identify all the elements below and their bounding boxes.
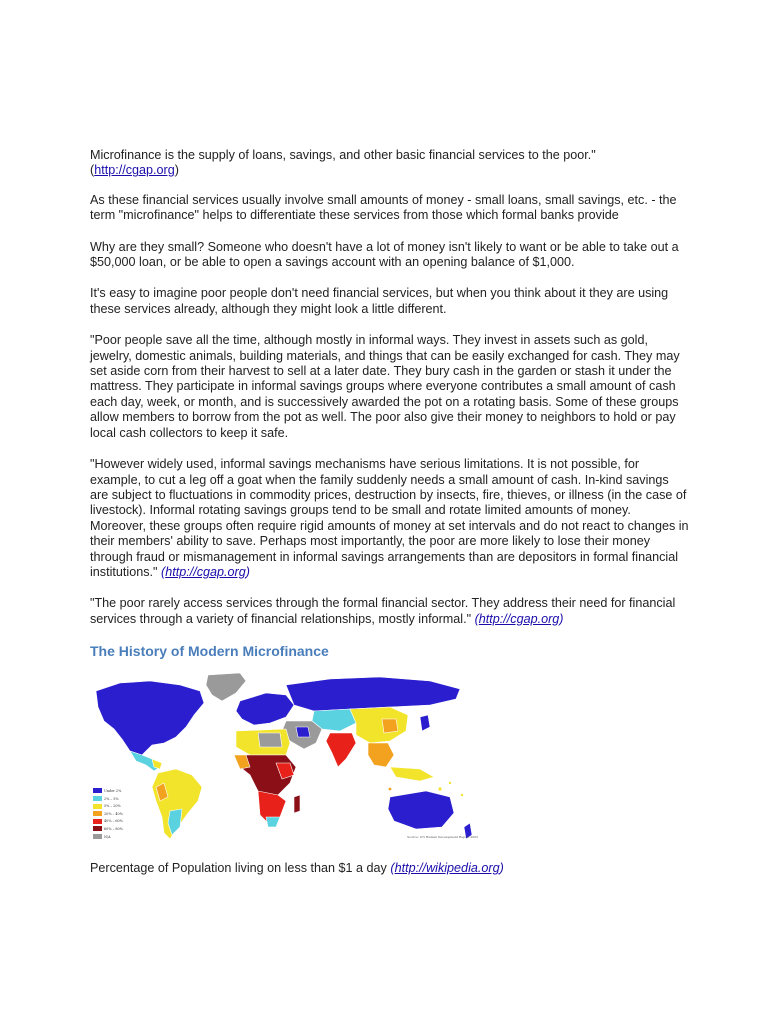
- map-region-north-america: [96, 681, 204, 755]
- paragraph-poor-people-save: "Poor people save all the time, although mostly in informal ways. They invest in assets such as gold, jewelry, domestic animals, building materials, and things that can be easily exchanged for cash. They may set aside corn from their harvest to sell at a later date. They bury cash in the garden or stash it under the mattress. They participate in informal savings groups where everyone contributes a small amount of cash each day, week, or month, and is successively awarded the pot on a rotating basis. Some of these groups allow members to borrow from the pot as well. The poor also give their money to neighbors to hold or pay local cash collectors to keep it safe.: [90, 333, 680, 440]
- map-region-russia: [286, 677, 460, 711]
- wikipedia-link[interactable]: http://wikipedia.org: [394, 861, 500, 876]
- legend-swatch: [93, 826, 102, 831]
- legend-item: 20% – 40%: [93, 810, 123, 818]
- legend-swatch: [93, 834, 102, 839]
- legend-item: 5% – 20%: [93, 802, 123, 810]
- legend-item: 2% – 5%: [93, 795, 123, 803]
- map-region-china: [350, 707, 408, 743]
- paragraph-why-small: Why are they small? Someone who doesn't have a lot of money isn't likely to want or be able to take out a $50,000 loan, or be able to open a savings account with an opening balance of $1,000.: [90, 239, 679, 270]
- map-caption: Percentage of Population living on less than $1 a day (http://wikipedia.org): [90, 861, 504, 876]
- map-region-southeast-asia: [368, 743, 394, 767]
- section-heading: The History of Modern Microfinance: [90, 643, 329, 660]
- paragraph-text: Microfinance is the supply of loans, savings, and other basic financial services to the poor.": [90, 148, 596, 162]
- cgap-link[interactable]: http://cgap.org: [478, 611, 560, 626]
- map-source-note: Source: UN Human Development Report 2005: [407, 835, 478, 840]
- paragraph-informal-limitations: "However widely used, informal savings mechanisms have serious limitations. It is not possible, for example, to cut a leg off a goat when the family suddenly needs a small amount of cash. In-kind savings are subject to fluctuations in commodity prices, destruction by insects, fire, thieves, or illness (in the case of livestock). Informal rotating savings groups tend to be small and rotate limited amounts of money. Moreover, these groups often require rigid amounts of money at set intervals and do not react to changes in their members' ability to save. Perhaps most importantly, the poor are more likely to lose their money through fraud or mismanagement in informal savings arrangements than are depositors in formal financial institutions." (http://cgap.org): [90, 457, 689, 579]
- map-region-australia: [388, 791, 454, 829]
- legend-swatch: [93, 796, 102, 801]
- legend-item: 60% – 80%: [93, 825, 123, 833]
- paragraph-easy-to-imagine: It's easy to imagine poor people don't need financial services, but when you think about it they are using these services already, although they might look a little different.: [90, 286, 669, 316]
- world-poverty-map: [90, 671, 482, 849]
- map-legend: [93, 787, 123, 840]
- paragraph-small-amounts: As these financial services usually involve small amounts of money - small loans, small savings, etc. - the term "microfinance" helps to differentiate these services from those which formal banks provide: [90, 192, 677, 223]
- world-map-image: [90, 671, 482, 849]
- paragraph-definition: Microfinance is the supply of loans, savings, and other basic financial services to the poor." (http://cgap.org): [90, 148, 596, 178]
- document-body: [90, 148, 690, 875]
- cgap-link[interactable]: http://cgap.org: [165, 564, 246, 579]
- legend-swatch: [93, 811, 102, 816]
- legend-item: Under 2%: [93, 787, 123, 795]
- legend-swatch: [93, 804, 102, 809]
- map-region-europe: [236, 693, 294, 725]
- legend-item: N/A: [93, 833, 123, 841]
- map-region-india: [326, 733, 356, 767]
- cgap-link[interactable]: http://cgap.org: [94, 163, 175, 178]
- legend-item: 40% – 60%: [93, 818, 123, 826]
- legend-swatch: [93, 819, 102, 824]
- map-region-greenland: [206, 673, 246, 701]
- paragraph-formal-sector: "The poor rarely access services through the formal financial sector. They address their need for financial services through a variety of financial relationships, mostly informal." (http://cgap.org): [90, 596, 676, 626]
- legend-swatch: [93, 788, 102, 793]
